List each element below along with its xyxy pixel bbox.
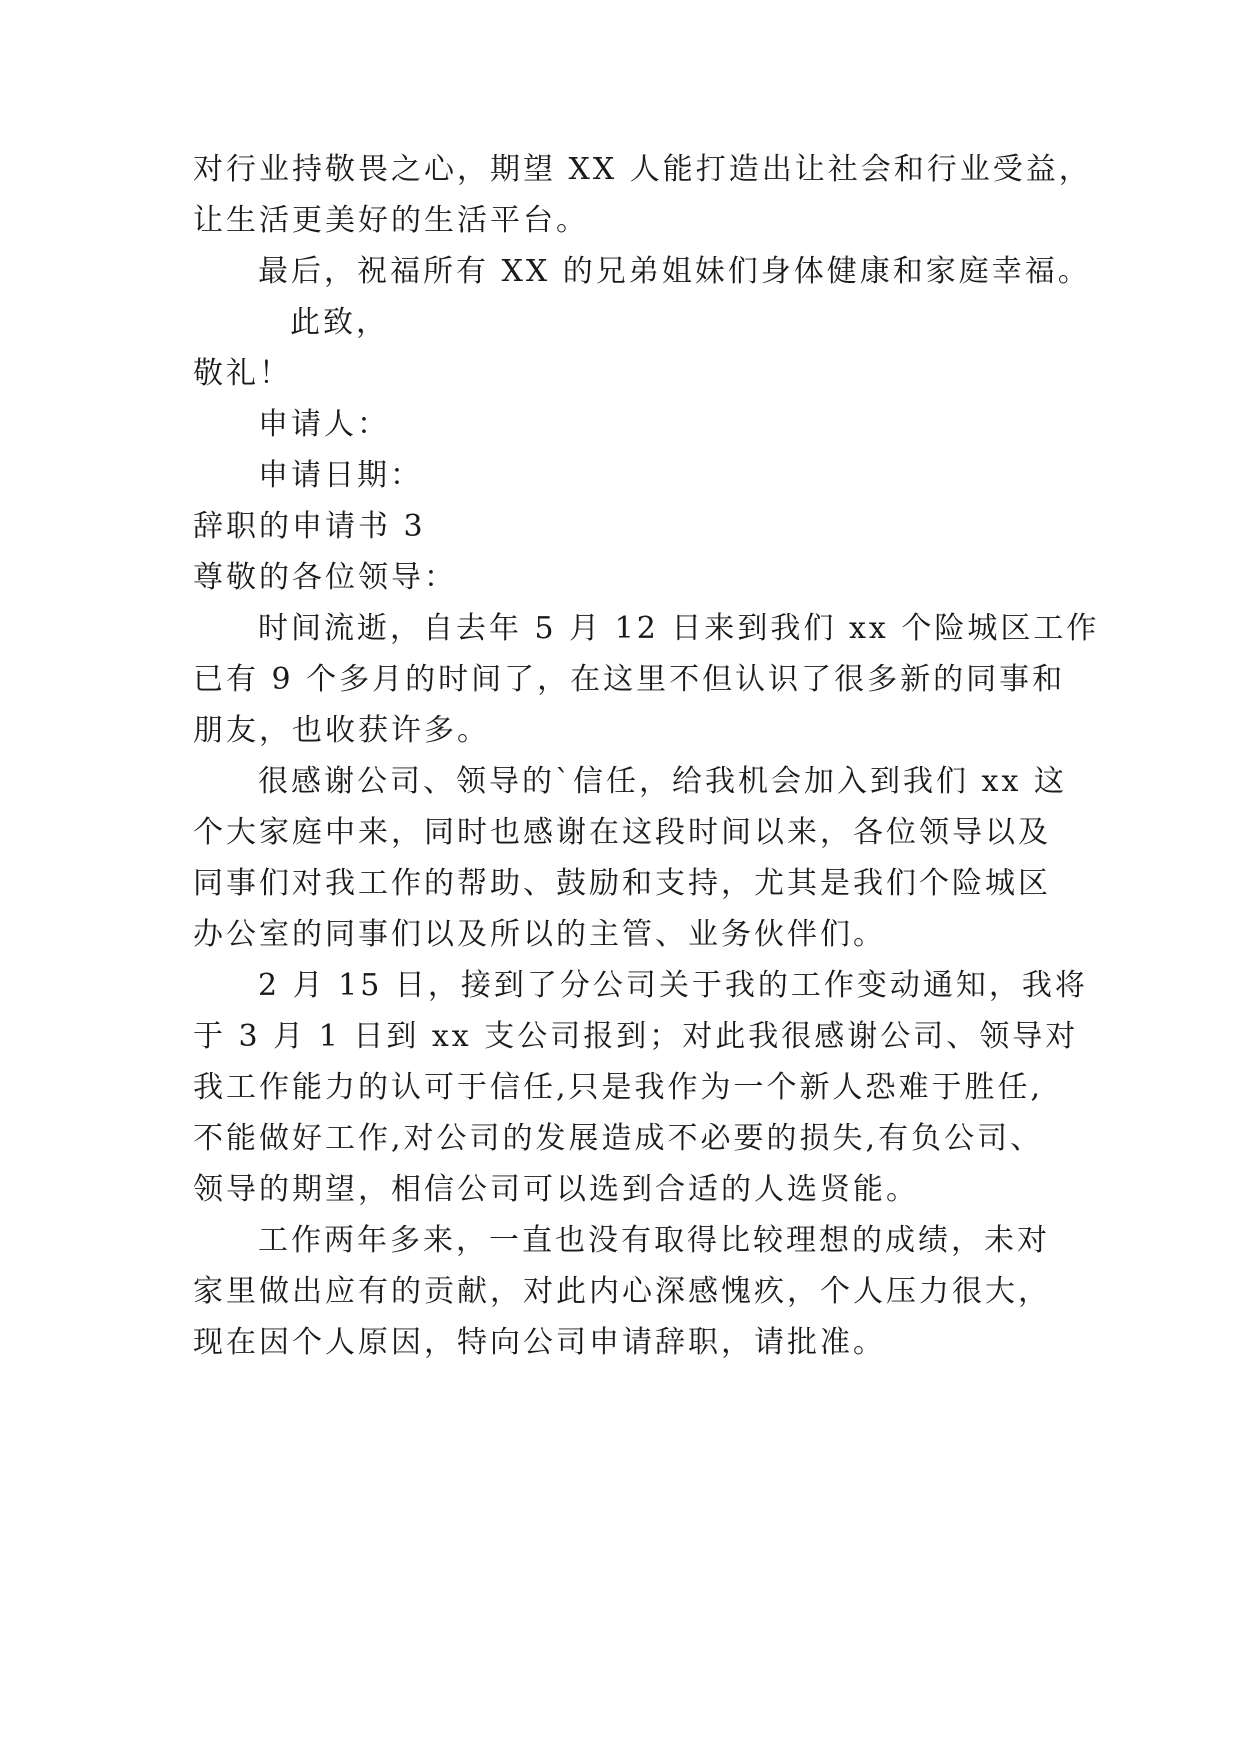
text-line: 工作两年多来，一直也没有取得比较理想的成绩，未对	[258, 1223, 1050, 1258]
text-line: 领导的期望，相信公司可以选到合适的人选贤能。	[193, 1172, 919, 1207]
text-line: 办公室的同事们以及所以的主管、业务伙伴们。	[193, 917, 886, 952]
text-line: 家里做出应有的贡献，对此内心深感愧疚，个人压力很大，	[193, 1274, 1051, 1309]
closing-phrase: 此致，	[290, 305, 389, 340]
text-line: 我工作能力的认可于信任,只是我作为一个新人恐难于胜任,	[193, 1070, 1044, 1105]
applicant-label: 申请人：	[258, 407, 390, 442]
section-title: 辞职的申请书 3	[193, 509, 426, 544]
text-line: 同事们对我工作的帮助、鼓励和支持，尤其是我们个险城区	[193, 866, 1051, 901]
application-date-label: 申请日期：	[258, 458, 423, 493]
text-line: 已有 9 个多月的时间了，在这里不但认识了很多新的同事和	[193, 662, 1066, 697]
text-line: 个大家庭中来，同时也感谢在这段时间以来，各位领导以及	[193, 815, 1051, 850]
text-line: 朋友，也收获许多。	[193, 713, 490, 748]
text-line: 2 月 15 日，接到了分公司关于我的工作变动通知，我将	[258, 968, 1088, 1003]
text-line: 不能做好工作,对公司的发展造成不必要的损失,有负公司、	[193, 1121, 1044, 1156]
text-line: 很感谢公司、领导的`信任，给我机会加入到我们 xx 这	[258, 764, 1067, 799]
text-line: 于 3 月 1 日到 xx 支公司报到；对此我很感谢公司、领导对	[193, 1019, 1079, 1054]
text-line: 让生活更美好的生活平台。	[193, 203, 589, 238]
text-line: 对行业持敬畏之心，期望 XX 人能打造出让社会和行业受益，	[193, 152, 1092, 187]
text-line: 现在因个人原因，特向公司申请辞职，请批准。	[193, 1325, 886, 1360]
greeting: 尊敬的各位领导：	[193, 560, 457, 595]
text-line: 时间流逝，自去年 5 月 12 日来到我们 xx 个险城区工作	[258, 611, 1100, 646]
text-line: 最后，祝福所有 XX 的兄弟姐妹们身体健康和家庭幸福。	[258, 254, 1091, 289]
salutation: 敬礼！	[193, 356, 292, 391]
